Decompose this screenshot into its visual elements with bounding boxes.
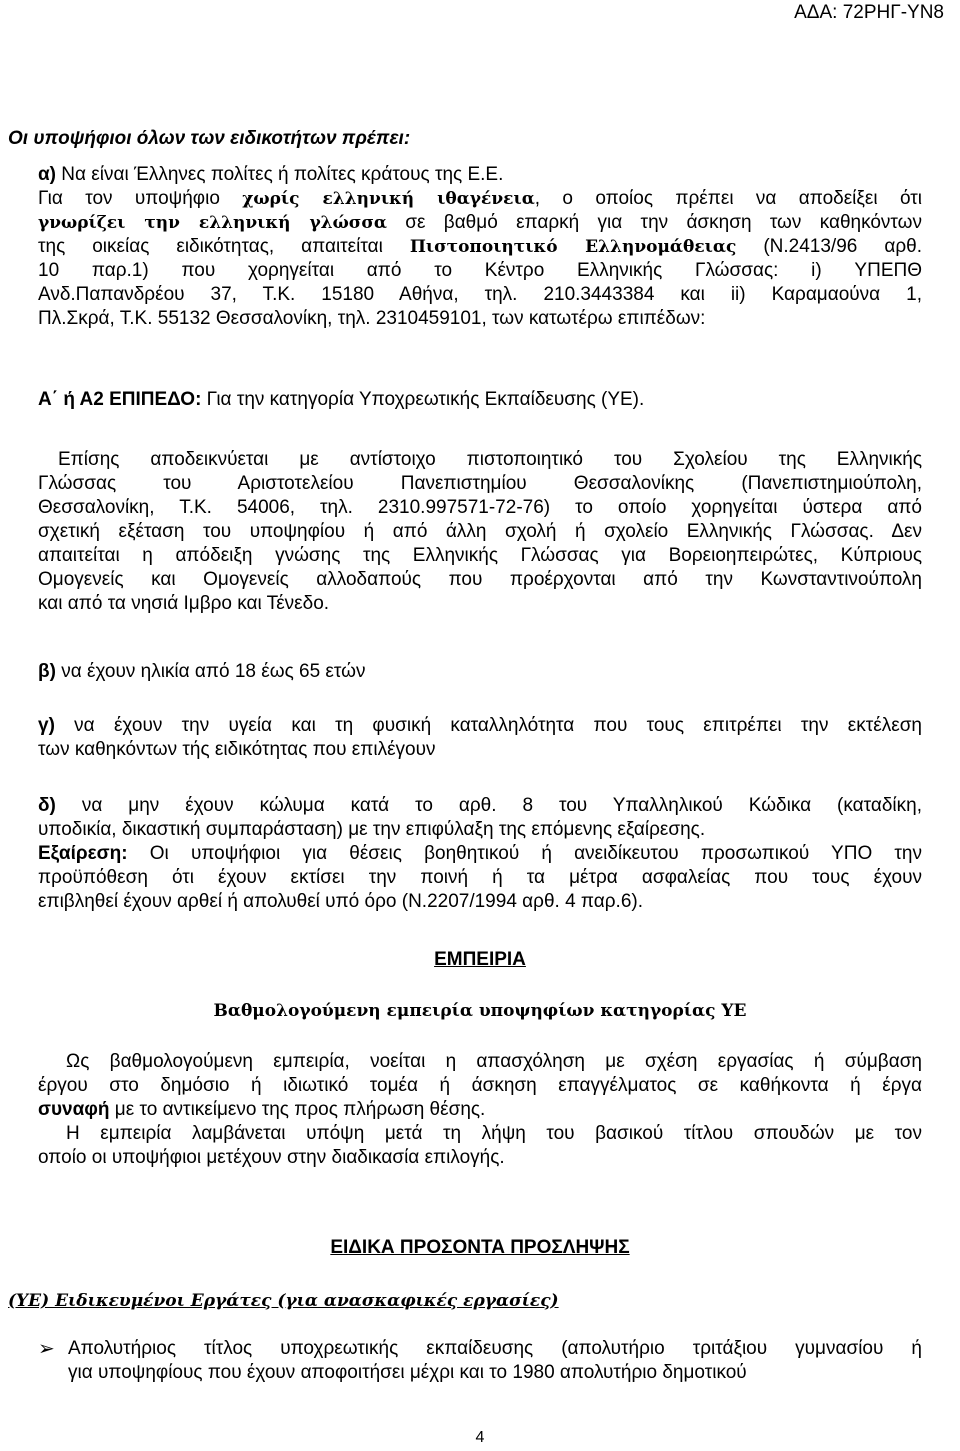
- paragraph-line: της οικείας ειδικότητας, απαιτείται Πιστοποιητικό Ελληνομάθειας (Ν.2413/96 αρθ.: [38, 236, 922, 257]
- paragraph-line: οποίο οι υποψήφιοι μετέχουν στην διαδικασία επιλογής.: [38, 1147, 505, 1168]
- section-a-line: [38, 163, 922, 187]
- paragraph-line: Θεσσαλονίκη, Τ.Κ. 54006, τηλ. 2310.997571-72-76) το οποίο χορηγείται ύστερα από: [38, 497, 922, 518]
- bullet-text: [68, 1337, 922, 1385]
- paragraph-line: γνωρίζει την ελληνική γλώσσα σε βαθμό επαρκή για την άσκηση των καθηκόντων: [38, 212, 922, 233]
- paragraph-line: σχετική εξέταση του υποψηφίου ή από άλλη σχολή ή σχολείο Ελληνικής Γλώσσας. Δεν: [38, 521, 922, 542]
- paragraph-line: υποδικία, δικαστική συμπαράσταση) με την επιφύλαξη της επόμενης εξαίρεσης.: [38, 819, 706, 840]
- section-c-label: γ): [38, 715, 55, 736]
- language-level-line: [38, 388, 922, 412]
- experience-subheading: [0, 999, 960, 1023]
- ada-code: ΑΔΑ: 72ΡΗΓ-ΥΝ8: [794, 2, 944, 23]
- category-text: (ΥΕ) Ειδικευμένοι Εργάτες (για ανασκαφικές εργασίες): [8, 1291, 559, 1311]
- category-line: [8, 1289, 928, 1313]
- intro-heading: [8, 127, 928, 151]
- paragraph-line: επιβληθεί έχουν αρθεί ή απολυθεί υπό όρο (Ν.2207/1994 αρθ. 4 παρ.6).: [38, 891, 644, 912]
- paragraph-line: Εξαίρεση: Οι υποψήφιοι για θέσεις βοηθητικού ή ανειδίκευτου προσωπικού ΥΠΟ την: [38, 843, 922, 864]
- paragraph-line: Ομογενείς και Ομογενείς αλλοδαπούς που προέρχονται από την Κωνσταντινούπολη: [38, 569, 922, 590]
- paragraph-line: απαιτείται η απόδειξη γνώσης της Ελληνικής Γλώσσας για Βορειοηπειρώτες, Κύπριους: [38, 545, 922, 566]
- paragraph-line: Ανδ.Παπανδρέου 37, Τ.Κ. 15180 Αθήνα, τηλ. 210.3443384 και ii) Καραμαούνα 1,: [38, 284, 922, 305]
- paragraph-line: Απολυτήριος τίτλος υποχρεωτικής εκπαίδευσης (απολυτήριο τριτάξιου γυμνασίου ή: [68, 1338, 922, 1359]
- section-a-label: α): [38, 164, 57, 185]
- paragraph-line: Η εμπειρία λαμβάνεται υπόψη μετά τη λήψη του βασικού τίτλου σπουδών με τον: [66, 1123, 922, 1144]
- section-b-line: [38, 660, 922, 684]
- intro-heading-text: Οι υποψήφιοι όλων των ειδικοτήτων πρέπει:: [8, 128, 411, 149]
- paragraph-line: έργου στο δημόσιο ή ιδιωτικό τομέα ή άσκηση επαγγέλματος σε καθήκοντα ή έργα: [38, 1075, 922, 1096]
- language-requirement-paragraph: [38, 187, 922, 331]
- paragraph-line: Γλώσσας του Αριστοτελείου Πανεπιστημίου Θεσσαλονίκης (Πανεπιστημιούπολη,: [38, 473, 922, 494]
- language-level-label: Α΄ ή Α2 ΕΠΙΠΕΔΟ:: [38, 389, 202, 410]
- exception-label: Εξαίρεση:: [38, 843, 128, 864]
- paragraph-line: Ως βαθμολογούμενη εμπειρία, νοείται η απασχόληση με σχέση εργασίας ή σύμβαση: [66, 1051, 922, 1072]
- section-d-label: δ): [38, 795, 56, 816]
- paragraph-line: δ) να μην έχουν κώλυμα κατά το αρθ. 8 του Υπαλληλικού Κώδικα (καταδίκη,: [38, 795, 922, 816]
- paragraph-line: προϋπόθεση ότι έχουν εκτίσει την ποινή ή τα μέτρα ασφαλείας που τους έχουν: [38, 867, 922, 888]
- language-level-text: Για την κατηγορία Υποχρεωτικής Εκπαίδευσης (ΥΕ).: [201, 389, 645, 410]
- paragraph-line: Πλ.Σκρά, Τ.Κ. 55132 Θεσσαλονίκη, τηλ. 2310459101, των κατωτέρω επιπέδων:: [38, 308, 706, 329]
- arrow-bullet-icon: ➢: [38, 1338, 55, 1360]
- section-d-paragraph: [38, 794, 922, 914]
- certificate-paragraph: [38, 448, 922, 616]
- qualifications-heading: [0, 1236, 960, 1260]
- paragraph-line: Επίσης αποδεικνύεται με αντίστοιχο πιστοποιητικό του Σχολείου της Ελληνικής: [58, 449, 922, 470]
- paragraph-line: και από τα νησιά Ιμβρο και Τένεδο.: [38, 593, 330, 614]
- section-a-text: Να είναι Έλληνες πολίτες ή πολίτες κράτους της Ε.Ε.: [56, 164, 504, 185]
- experience-heading: [0, 948, 960, 972]
- section-c-paragraph: [38, 714, 922, 762]
- paragraph-line: των καθηκόντων τής ειδικότητας που επιλέγουν: [38, 739, 436, 760]
- experience-paragraph: [38, 1050, 922, 1170]
- experience-heading-text: ΕΜΠΕΙΡΙΑ: [434, 949, 526, 970]
- paragraph-line: 10 παρ.1) που χορηγείται από το Κέντρο Ελληνικής Γλώσσας: i) ΥΠΕΠΘ: [38, 260, 922, 281]
- qualifications-heading-text: ΕΙΔΙΚΑ ΠΡΟΣΟΝΤΑ ΠΡΟΣΛΗΨΗΣ: [330, 1237, 630, 1258]
- paragraph-line: για υποψηφίους που έχουν αποφοιτήσει μέχρι και το 1980 απολυτήριο δημοτικού: [68, 1362, 747, 1383]
- paragraph-line: Για τον υποψήφιο χωρίς ελληνική ιθαγένεια, ο οποίος πρέπει να αποδείξει ότι: [38, 188, 922, 209]
- page-number: 4: [475, 1429, 485, 1446]
- qualification-bullet: [0, 1337, 960, 1389]
- paragraph-line: συναφή με το αντικείμενο της προς πλήρωση θέσης.: [38, 1099, 486, 1120]
- section-b-text: να έχουν ηλικία από 18 έως 65 ετών: [55, 661, 366, 682]
- experience-subheading-text: Βαθμολογούμενη εμπειρία υποψηφίων κατηγορίας ΥΕ: [213, 1001, 747, 1021]
- paragraph-line: γ) να έχουν την υγεία και τη φυσική καταλληλότητα που τους επιτρέπει την εκτέλεση: [38, 715, 922, 736]
- section-b-label: β): [38, 661, 56, 682]
